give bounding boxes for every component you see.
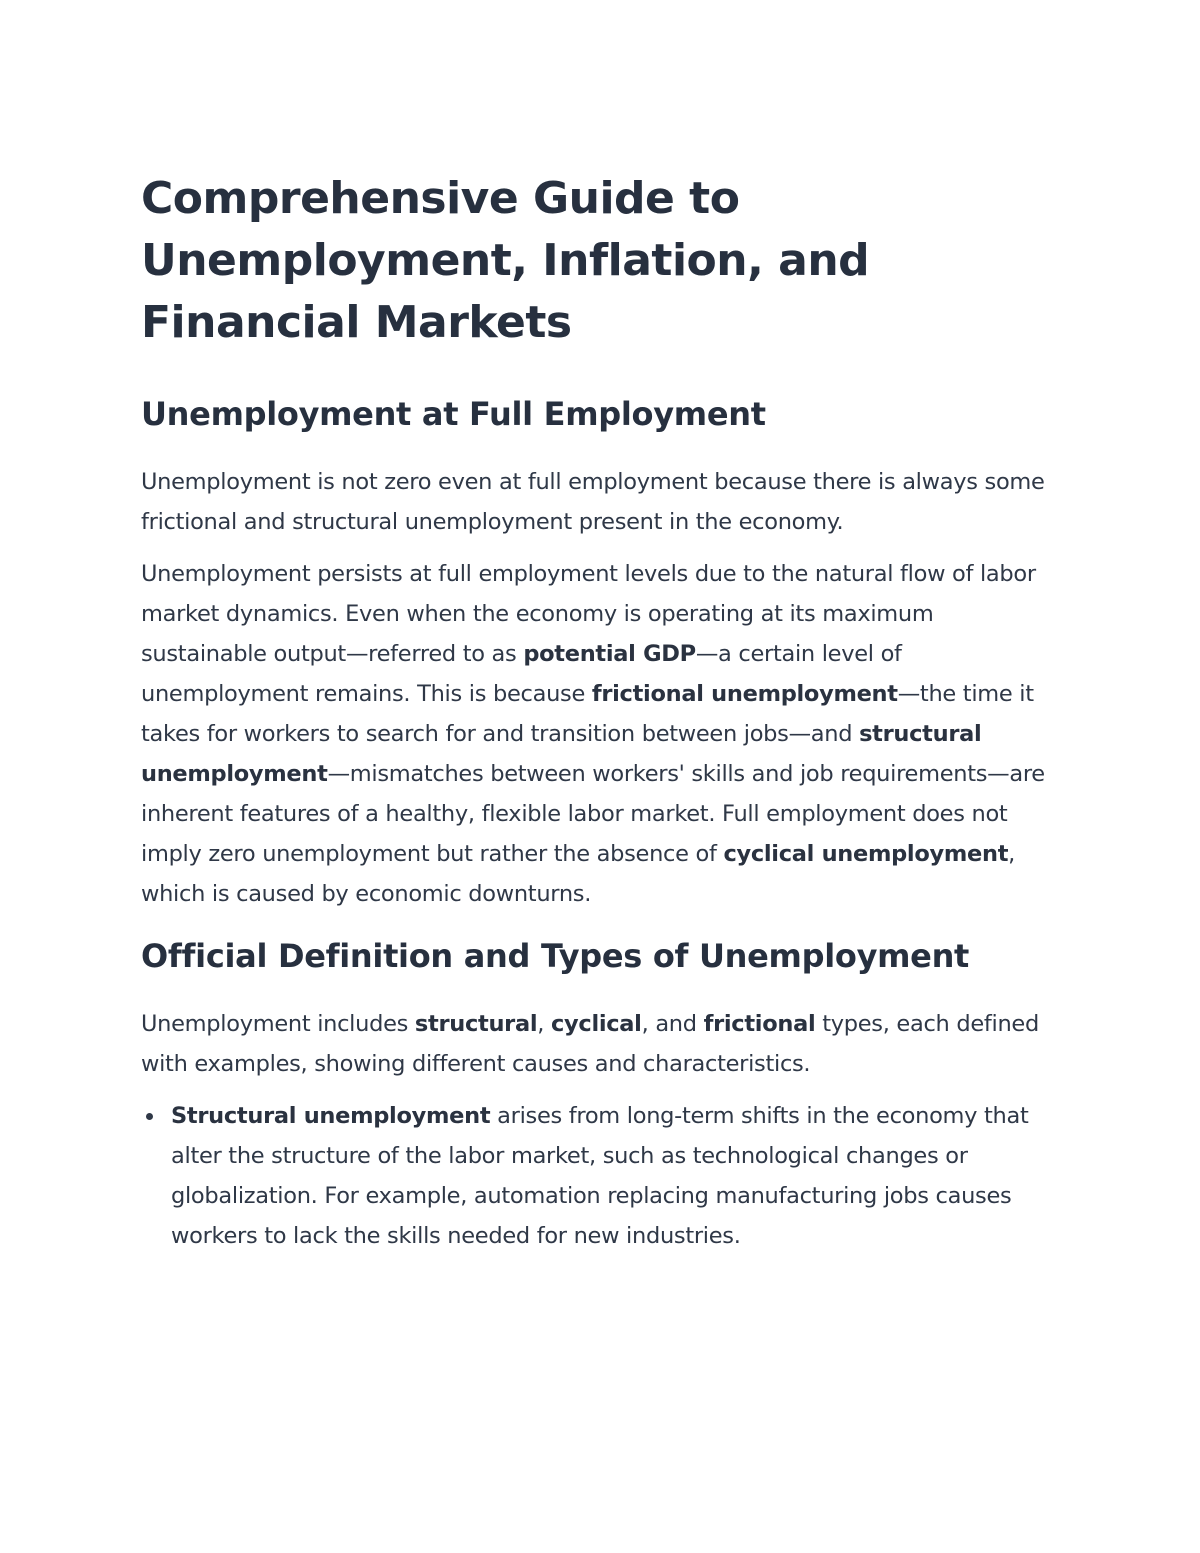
term-frictional: frictional [703, 1011, 816, 1037]
term-structural: structural [414, 1011, 538, 1037]
section-paragraph-full-employment [141, 554, 1061, 914]
list-item-text: arises from long-term shifts in the economy that alter the structure of the labor market, such as technological changes or globalization. For example, automation replacing manufacturing jobs causes workers to lack the skills needed for new industries. [171, 1103, 1029, 1249]
text-run: , [537, 1011, 551, 1037]
term-frictional-unemployment: frictional unemployment [591, 681, 898, 707]
section-heading-types: Official Definition and Types of Unemployment [141, 937, 970, 975]
term-cyclical: cyclical [551, 1011, 642, 1037]
text-run: types, each defined with examples, showing different causes and characteristics. [141, 1011, 1039, 1077]
section-summary-types [141, 1004, 1061, 1084]
term-potential-gdp: potential GDP [523, 641, 696, 667]
text-run: —mismatches between workers' skills and job requirements—are inherent features of a healthy, flexible labor market. Full employment does not imply zero unemployment but rather the absence of [141, 761, 1045, 867]
text-run: Unemployment persists at full employment levels due to the natural flow of labor market dynamics. Even when the economy is operating at its maximum sustainable output—referred to as [141, 561, 1036, 667]
text-run: —a certain level of unemployment remains. This is because [141, 641, 902, 707]
section-summary-full-employment: Unemployment is not zero even at full employment because there is always some frictional and structural unemployment present in the economy. [141, 469, 1045, 535]
text-run: , and [641, 1011, 704, 1037]
list-item [171, 1096, 1061, 1256]
term-structural-unemployment: structural unemployment [141, 721, 982, 787]
unemployment-types-list [141, 1096, 1061, 1256]
text-run: Unemployment includes [141, 1011, 415, 1037]
text-run: —the time it takes for workers to search for and transition between jobs—and [141, 681, 1034, 747]
list-item-term: Structural unemployment [171, 1103, 491, 1129]
document-page [141, 168, 1061, 1256]
term-cyclical-unemployment: cyclical unemployment [723, 841, 1009, 867]
document-title: Comprehensive Guide to Unemployment, Inflation, and Financial Markets [141, 173, 870, 348]
section-heading-full-employment: Unemployment at Full Employment [141, 395, 766, 433]
bullet-icon [146, 1113, 153, 1120]
text-run: , which is caused by economic downturns. [141, 841, 1016, 907]
